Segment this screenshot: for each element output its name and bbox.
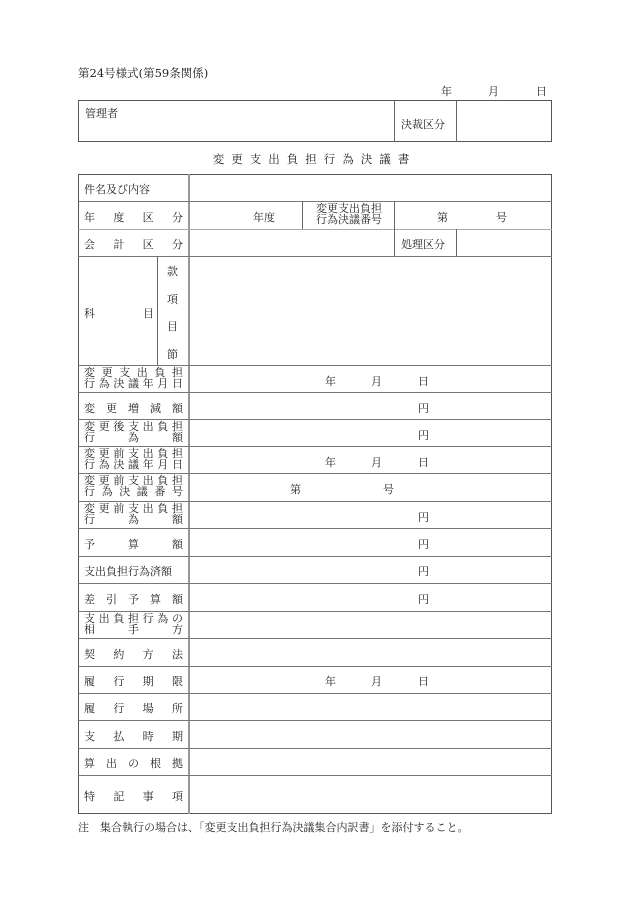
pre-change-amount-field[interactable] bbox=[190, 502, 551, 527]
number-suffix: 号 bbox=[383, 483, 394, 496]
yen-unit: 円 bbox=[418, 538, 429, 551]
yen-unit: 円 bbox=[418, 565, 429, 578]
change-amount-label: 変 更 増 減 額 bbox=[84, 402, 183, 415]
special-notes-field[interactable] bbox=[190, 776, 551, 813]
change-number-field[interactable] bbox=[450, 202, 494, 228]
change-number-label bbox=[312, 203, 386, 225]
yen-unit: 円 bbox=[418, 593, 429, 606]
pre-change-amount-label: 変 更 前 支 出 負 担 行 為 額 bbox=[84, 502, 183, 526]
calculation-basis-field[interactable] bbox=[190, 749, 551, 774]
committed-amount-field[interactable] bbox=[190, 557, 551, 582]
date-day: 日 bbox=[418, 375, 429, 388]
date-month: 月 bbox=[371, 456, 382, 469]
number-prefix: 第 bbox=[290, 483, 301, 496]
pre-change-decision-date-field[interactable] bbox=[190, 447, 551, 472]
processing-label: 処理区分 bbox=[401, 238, 445, 251]
account-item-kan: 款 bbox=[167, 265, 178, 278]
account-label-right: 目 bbox=[143, 307, 154, 320]
label-line2: 行為決議番号 bbox=[316, 213, 382, 226]
pre-change-decision-date-label: 変 更 前 支 出 負 担 行 為 決 議 年 月 日 bbox=[84, 447, 183, 471]
number-suffix: 号 bbox=[496, 211, 507, 224]
payment-timing-field[interactable] bbox=[190, 721, 551, 747]
yen-unit: 円 bbox=[418, 402, 429, 415]
performance-deadline-field[interactable] bbox=[190, 667, 551, 692]
budget-field[interactable] bbox=[190, 529, 551, 555]
subject-field[interactable] bbox=[190, 175, 551, 201]
performance-place-label: 履 行 場 所 bbox=[84, 702, 183, 715]
date-month: 月 bbox=[371, 375, 382, 388]
change-amount-field[interactable] bbox=[190, 393, 551, 418]
decision-category-field[interactable] bbox=[457, 101, 550, 141]
label-text: 件名及び内容 bbox=[84, 183, 150, 196]
pre-change-decision-number-label: 変 更 前 支 出 負 担 行 為 決 議 番 号 bbox=[84, 474, 183, 498]
post-change-amount-label: 変 更 後 支 出 負 担 行 為 額 bbox=[84, 420, 183, 444]
account-field[interactable] bbox=[190, 257, 551, 364]
performance-place-field[interactable] bbox=[190, 694, 551, 719]
remaining-budget-label: 差 引 予 算 額 bbox=[84, 593, 183, 606]
header-date-year: 年 bbox=[441, 85, 452, 98]
label-line1: 変更支出負担 bbox=[316, 202, 382, 215]
date-day: 日 bbox=[418, 675, 429, 688]
divider bbox=[394, 100, 395, 142]
fiscal-year-label: 年 度 区 分 bbox=[84, 211, 183, 224]
calculation-basis-label: 算 出 の 根 拠 bbox=[84, 757, 183, 770]
date-day: 日 bbox=[418, 456, 429, 469]
performance-deadline-label: 履 行 期 限 bbox=[84, 675, 183, 688]
date-year: 年 bbox=[325, 456, 336, 469]
divider bbox=[157, 256, 158, 365]
pre-change-decision-number-field[interactable] bbox=[190, 474, 551, 500]
yen-unit: 円 bbox=[418, 511, 429, 524]
budget-label: 予 算 額 bbox=[84, 538, 183, 551]
header-date-month: 月 bbox=[488, 85, 499, 98]
decision-category-label: 決裁区分 bbox=[401, 118, 445, 131]
account-item-setsu: 節 bbox=[167, 348, 178, 361]
footer-note: 注 集合執行の場合は、「変更支出負担行為決議集合内訳書」を添付すること。 bbox=[78, 821, 469, 834]
counterparty-field[interactable] bbox=[190, 612, 551, 637]
subject-label bbox=[84, 181, 183, 197]
accounting-field[interactable] bbox=[190, 230, 393, 255]
contract-method-label: 契 約 方 法 bbox=[84, 648, 183, 661]
counterparty-label: 支 出 負 担 行 為 の 相 手 方 bbox=[84, 612, 183, 636]
contract-method-field[interactable] bbox=[190, 639, 551, 665]
change-decision-date-field[interactable] bbox=[190, 366, 551, 391]
manager-label: 管理者 bbox=[85, 107, 118, 120]
form-number: 第24号様式(第59条関係) bbox=[78, 66, 209, 80]
processing-field[interactable] bbox=[457, 230, 550, 255]
remaining-budget-field[interactable] bbox=[190, 584, 551, 610]
post-change-amount-field[interactable] bbox=[190, 420, 551, 445]
date-year: 年 bbox=[325, 375, 336, 388]
account-item-kou: 項 bbox=[167, 293, 178, 306]
divider bbox=[302, 201, 303, 229]
document-title: 変更支出負担行為決議書 bbox=[212, 152, 417, 166]
account-label-left: 科 bbox=[84, 307, 95, 320]
number-prefix: 第 bbox=[437, 211, 448, 224]
accounting-label: 会 計 区 分 bbox=[84, 238, 183, 251]
date-year: 年 bbox=[325, 675, 336, 688]
account-item-moku: 目 bbox=[167, 320, 178, 333]
change-decision-date-label: 変 更 支 出 負 担 行 為 決 議 年 月 日 bbox=[84, 366, 183, 390]
special-notes-label: 特 記 事 項 bbox=[84, 790, 183, 803]
date-month: 月 bbox=[371, 675, 382, 688]
fiscal-year-field[interactable] bbox=[190, 202, 245, 228]
divider bbox=[394, 201, 395, 256]
yen-unit: 円 bbox=[418, 429, 429, 442]
payment-timing-label: 支 払 時 期 bbox=[84, 730, 183, 743]
fiscal-year-suffix: 年度 bbox=[253, 211, 275, 224]
header-date-day: 日 bbox=[536, 85, 547, 98]
label-text: 支出負担行為済額 bbox=[84, 565, 172, 578]
committed-amount-label bbox=[84, 563, 183, 579]
